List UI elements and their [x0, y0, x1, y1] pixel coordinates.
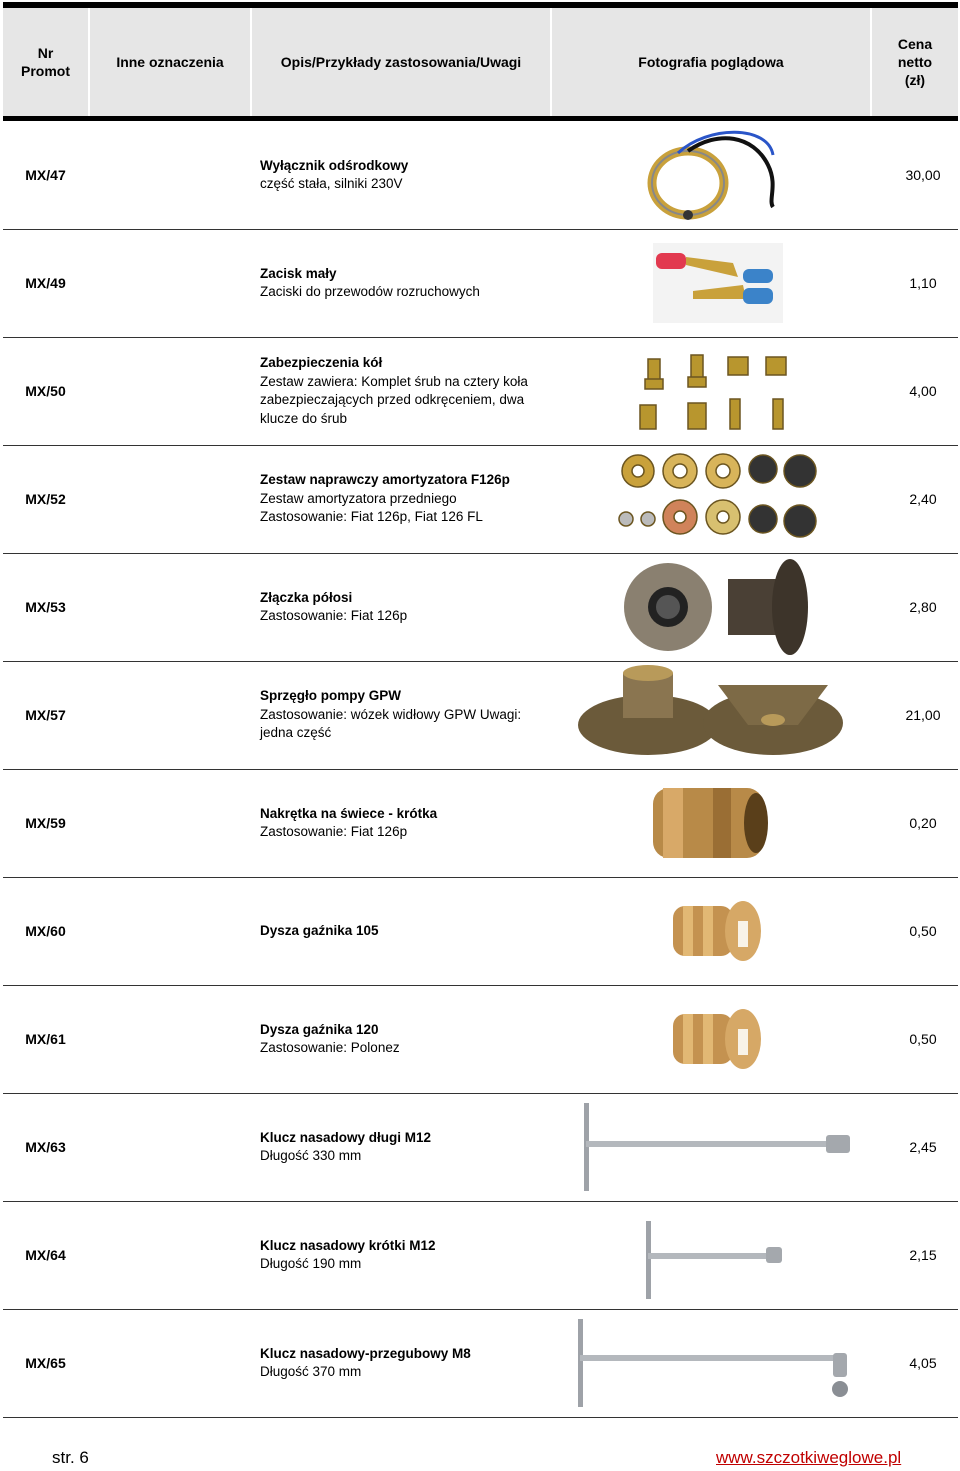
- product-detail-line: klucze do śrub: [260, 410, 348, 426]
- product-code: MX/49: [25, 275, 66, 291]
- product-title: Klucz nasadowy długi M12: [260, 1129, 432, 1145]
- product-title: Zacisk mały: [260, 265, 337, 281]
- product-detail-line: Długość 370 mm: [260, 1364, 362, 1379]
- short-socket-wrench-icon: [568, 1205, 868, 1305]
- product-description: [260, 1093, 545, 1201]
- product-description: [260, 661, 545, 769]
- product-title: Zabezpieczenia kół: [260, 355, 383, 370]
- product-description: [260, 445, 545, 553]
- header-opis: Opis/Przykłady zastosowania/Uwagi: [280, 54, 522, 70]
- product-code: MX/59: [25, 815, 66, 831]
- product-detail-line: Zastosowanie: Polonez: [260, 1040, 400, 1055]
- product-detail-line: zabezpieczających przed odkręceniem, dwa: [260, 392, 525, 407]
- product-code: MX/63: [25, 1139, 66, 1155]
- product-description: [260, 229, 545, 337]
- table-row: [3, 1309, 958, 1418]
- product-title: Złączka półosi: [260, 589, 353, 605]
- product-title: Klucz nasadowy krótki M12: [260, 1237, 436, 1253]
- product-code: MX/52: [25, 491, 66, 507]
- product-title: Dysza gaźnika 105: [260, 922, 379, 938]
- page-number: str. 6: [52, 1448, 89, 1467]
- product-detail-line: Zastosowanie: Fiat 126p, Fiat 126 FL: [260, 509, 483, 525]
- product-title: Sprzęgło pompy GPW: [260, 688, 402, 704]
- table-row: [3, 121, 958, 230]
- product-detail-line: Zastosowanie: Fiat 126p: [260, 608, 408, 623]
- product-description: [260, 553, 545, 661]
- header-fotografia: Fotografia poglądowa: [638, 54, 784, 70]
- table-row: [3, 553, 958, 662]
- table-row: [3, 661, 958, 770]
- website-link[interactable]: www.szczotkiweglowe.pl: [716, 1448, 902, 1467]
- product-detail-line: Zastosowanie: Fiat 126p: [260, 824, 408, 839]
- header-cena: Cena netto (zł): [897, 36, 933, 88]
- product-price: 0,50: [909, 923, 937, 939]
- product-price: 4,05: [909, 1355, 937, 1371]
- product-detail-line: Zestaw amortyzatora przedniego: [260, 490, 457, 506]
- table-row: [3, 985, 958, 1094]
- product-code: MX/53: [25, 599, 66, 615]
- clamp-icon: [568, 233, 868, 333]
- table-row: [3, 1093, 958, 1202]
- product-detail-line: Zaciski do przewodów rozruchowych: [260, 284, 480, 299]
- product-price: 0,20: [909, 815, 937, 831]
- product-code: MX/60: [25, 923, 66, 939]
- product-title: Klucz nasadowy-przegubowy M8: [260, 1345, 471, 1361]
- product-detail-line: Długość 190 mm: [260, 1256, 362, 1271]
- product-detail-line: jedna część: [260, 725, 332, 741]
- product-price: 4,00: [909, 383, 937, 399]
- product-price: 21,00: [905, 707, 941, 723]
- table-header: [3, 8, 958, 116]
- spark-plug-nut-icon: [568, 773, 868, 873]
- product-detail-line: Zestaw zawiera: Komplet śrub na cztery koła: [260, 373, 528, 389]
- header-nr-promot: Nr Promot: [21, 45, 70, 79]
- product-price: 2,40: [909, 491, 937, 507]
- table-row: [3, 769, 958, 878]
- long-socket-wrench-icon: [568, 1097, 868, 1197]
- product-title: Dysza gaźnika 120: [260, 1021, 379, 1037]
- centrifugal-switch-icon: [568, 125, 868, 225]
- product-price: 0,50: [909, 1031, 937, 1047]
- axle-coupling-icon: [568, 557, 868, 657]
- product-code: MX/64: [25, 1247, 66, 1263]
- product-code: MX/57: [25, 707, 66, 723]
- carburetor-jet-icon: [568, 989, 868, 1089]
- header-inne-oznaczenia: Inne oznaczenia: [116, 54, 224, 70]
- product-code: MX/61: [25, 1031, 66, 1047]
- product-detail-line: Zastosowanie: wózek widłowy GPW Uwagi:: [260, 706, 522, 722]
- product-price: 2,15: [909, 1247, 937, 1263]
- hinged-socket-wrench-icon: [568, 1313, 868, 1413]
- table-row: [3, 877, 958, 986]
- product-description: [260, 1201, 545, 1309]
- product-detail-line: część stała, silniki 230V: [260, 176, 403, 191]
- product-description: [260, 769, 545, 877]
- table-row: [3, 1201, 958, 1310]
- product-description: [260, 1309, 545, 1417]
- product-title: Wyłącznik odśrodkowy: [260, 157, 409, 173]
- product-code: MX/50: [25, 383, 66, 399]
- table-row: [3, 337, 958, 446]
- product-price: 2,80: [909, 599, 937, 615]
- wheel-bolts-icon: [568, 341, 868, 441]
- product-title: Zestaw naprawczy amortyzatora F126p: [260, 472, 510, 488]
- product-description: [260, 121, 545, 229]
- product-description: [260, 985, 545, 1093]
- carburetor-jet-icon: [568, 881, 868, 981]
- product-title: Nakrętka na świece - krótka: [260, 805, 438, 821]
- product-price: 2,45: [909, 1139, 937, 1155]
- pump-clutch-icon: [568, 665, 868, 765]
- table-row: [3, 445, 958, 554]
- product-detail-line: Długość 330 mm: [260, 1148, 362, 1163]
- product-price: 30,00: [905, 167, 941, 183]
- product-code: MX/65: [25, 1355, 66, 1371]
- product-price: 1,10: [909, 275, 937, 291]
- product-code: MX/47: [25, 167, 66, 183]
- table-row: [3, 229, 958, 338]
- shock-repair-kit-icon: [568, 449, 868, 549]
- product-description: [260, 877, 545, 985]
- product-description: [260, 337, 545, 445]
